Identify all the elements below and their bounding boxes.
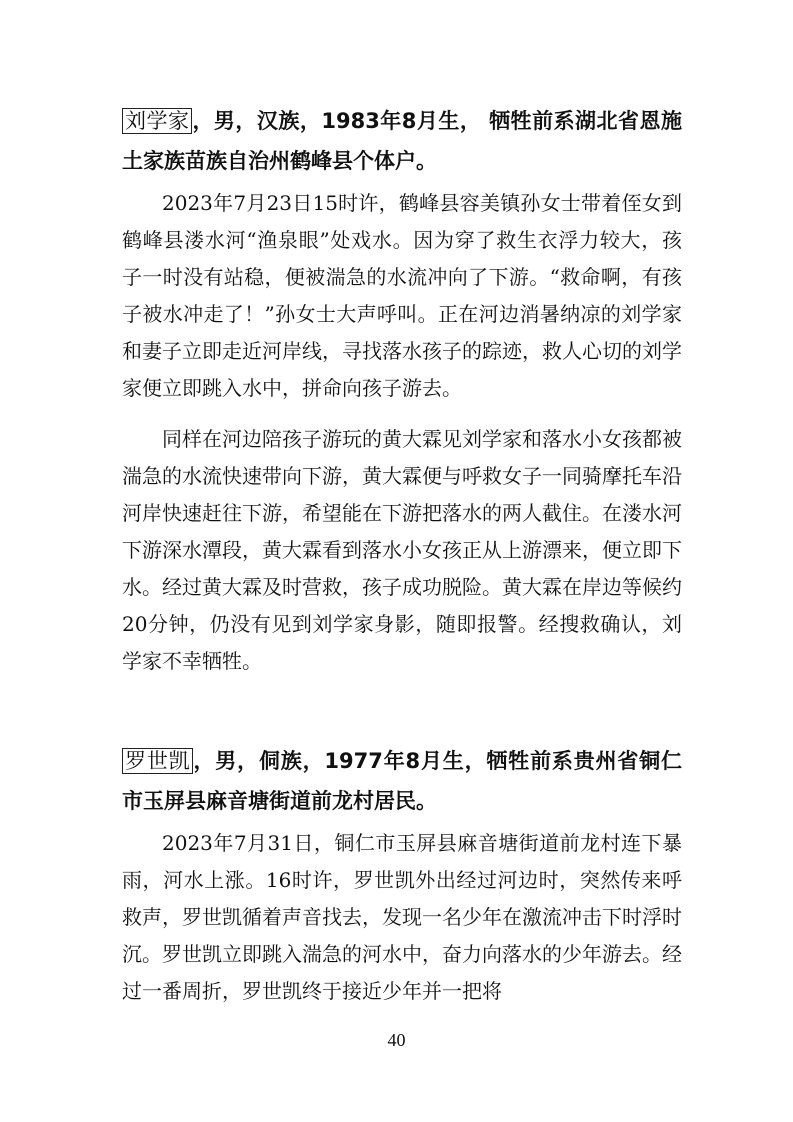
hero-name-box: 刘学家	[122, 108, 192, 134]
hero-name-box: 罗世凯	[122, 748, 193, 774]
section1-heading	[122, 101, 682, 181]
section1-paragraph-1: 2023年7月23日15时许，鹤峰县容美镇孙女士带着侄女到鹤峰县溇水河“渔泉眼”处戏水。因为穿了救生衣浮力较大，孩子一时没有站稳，便被湍急的水流冲向了下游。“救命啊，有孩子被水冲走了！”孙女士大声呼叫。正在河边消暑纳凉的刘学家和妻子立即走近河岸线，寻找落水孩子的踪迹，救人心切的刘学家便立即跳入水中，拼命向孩子游去。	[122, 191, 682, 400]
hero-intro: ，男，汉族，1983年8月生， 牺牲前系湖北省恩施土家族苗族自治州鹤峰县个体户。	[122, 109, 682, 173]
hero-intro: ，男，侗族，1977年8月生，牺牲前系贵州省铜仁市玉屏县麻音塘街道前龙村居民。	[122, 749, 683, 813]
page-number: 40	[387, 1030, 406, 1050]
section1-paragraph-2: 同样在河边陪孩子游玩的黄大霖见刘学家和落水小女孩都被湍急的水流快速带向下游，黄大霖便与呼救女子一同骑摩托车沿河岸快速赶往下游，希望能在下游把落水的两人截住。在溇水河下游深水潭段，黄大霖看到落水小女孩正从上游漂来，便立即下水。经过黄大霖及时营救，孩子成功脱险。黄大霖在岸边等候约20分钟，仍没有见到刘学家身影，随即报警。经搜救确认，刘学家不幸牺牲。	[122, 427, 682, 673]
section2-paragraph-1: 2023年7月31日，铜仁市玉屏县麻音塘街道前龙村连下暴雨，河水上涨。16时许，罗世凯外出经过河边时，突然传来呼救声，罗世凯循着声音找去，发现一名少年在激流冲击下时浮时沉。罗世凯立即跳入湍急的河水中，奋力向落水的少年游去。经过一番周折，罗世凯终于接近少年并一把将	[122, 831, 682, 1003]
section2-heading	[122, 741, 682, 821]
